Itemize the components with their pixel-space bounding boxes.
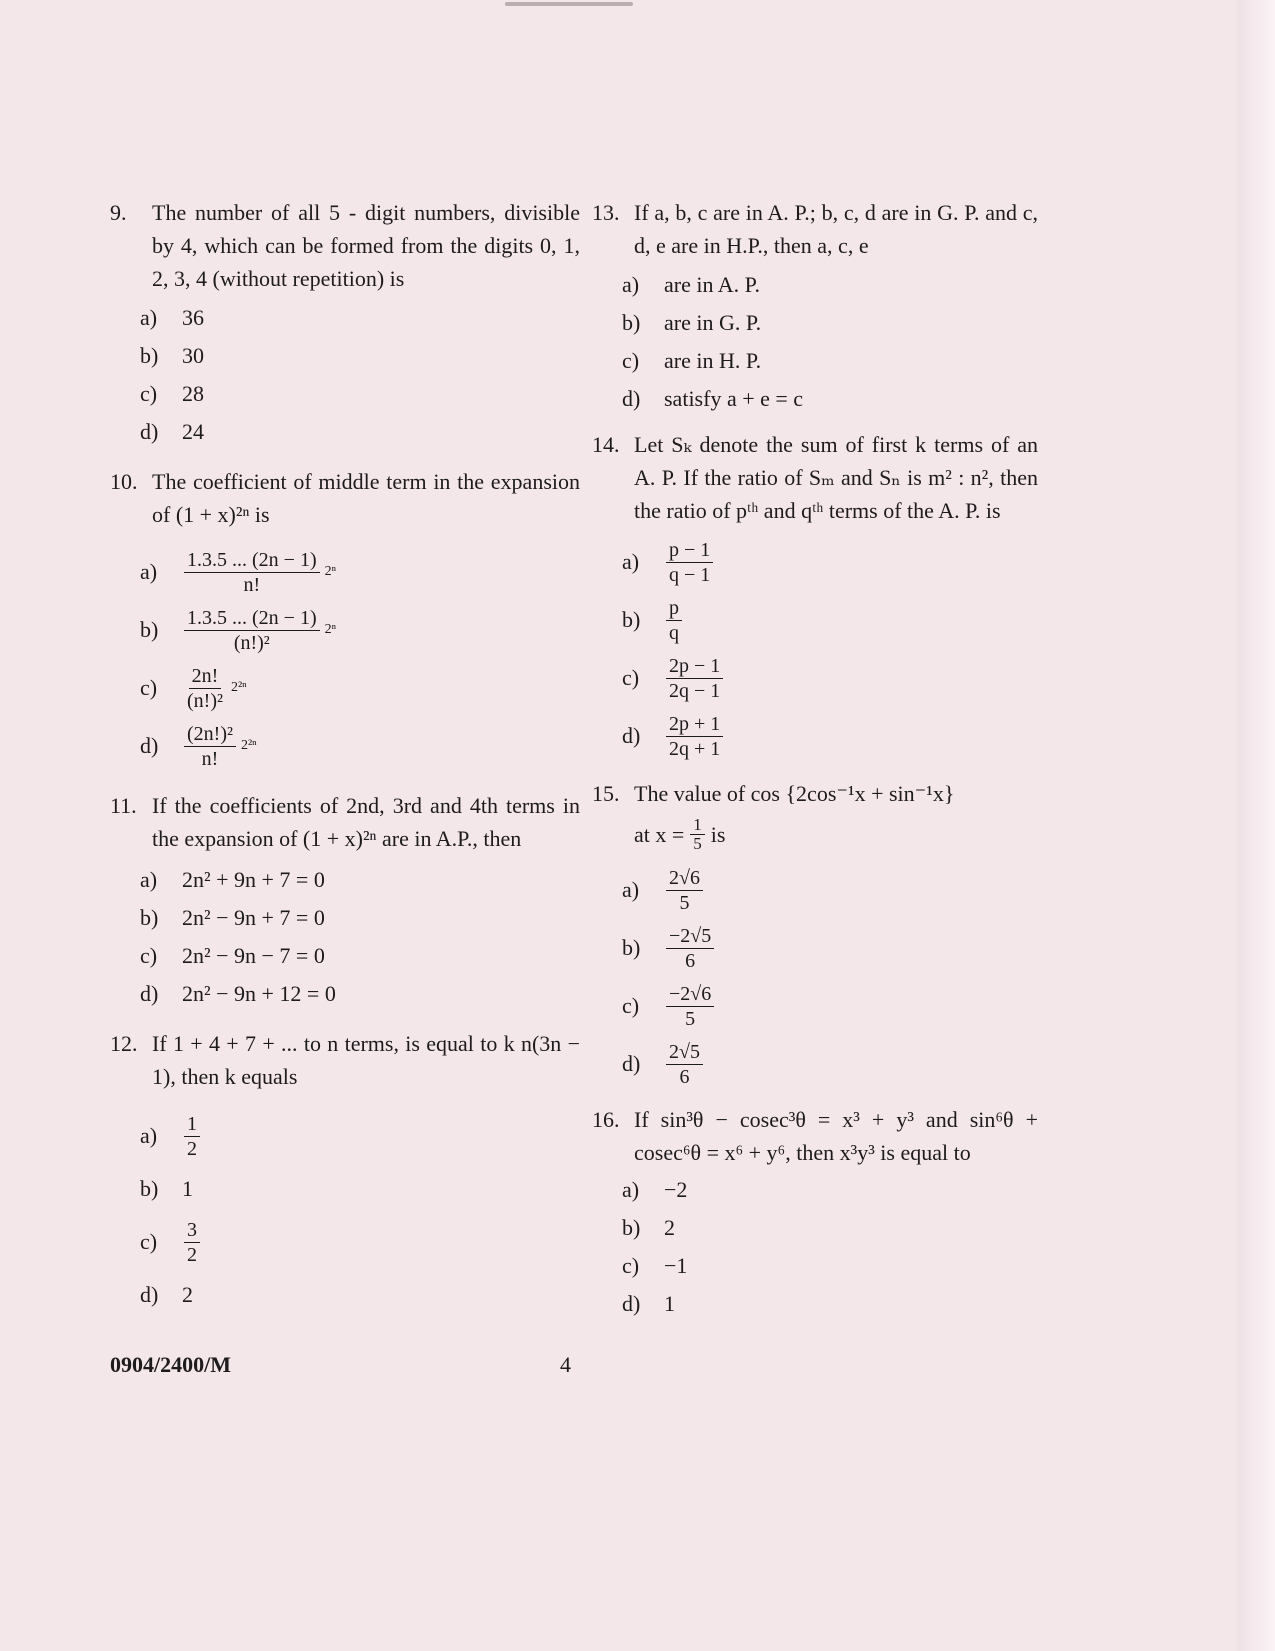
option-text: are in G. P. bbox=[664, 310, 762, 335]
denominator: 5 bbox=[693, 834, 702, 853]
question-text-is: is bbox=[710, 822, 726, 847]
option-label: d) bbox=[140, 733, 159, 758]
option-fraction bbox=[666, 538, 713, 587]
option-text: 2n² + 9n + 7 = 0 bbox=[182, 867, 325, 892]
numerator: p bbox=[666, 596, 682, 621]
question-number: 13. bbox=[592, 200, 620, 225]
right-column bbox=[592, 196, 1038, 1323]
numerator: −2√5 bbox=[666, 924, 714, 949]
numerator: 2n! bbox=[189, 664, 222, 689]
denominator: 2q + 1 bbox=[669, 737, 721, 760]
option-text: 1 bbox=[182, 1176, 193, 1201]
option-label: c) bbox=[140, 675, 158, 700]
numerator: 1.3.5 ... (2n − 1) bbox=[184, 606, 320, 631]
denominator: (n!)² bbox=[187, 689, 223, 712]
numerator: 2√5 bbox=[666, 1040, 703, 1065]
left-column bbox=[110, 196, 580, 1319]
option-fraction bbox=[666, 712, 723, 761]
option-fraction bbox=[666, 654, 723, 703]
question-16 bbox=[592, 1103, 1038, 1323]
page-edge bbox=[1237, 0, 1275, 1651]
option-fraction bbox=[184, 1218, 200, 1267]
option-fraction bbox=[666, 866, 703, 915]
option-power: 2ⁿ bbox=[324, 564, 337, 579]
denominator: n! bbox=[243, 573, 261, 596]
option-label: a) bbox=[622, 877, 640, 902]
question-number: 12. bbox=[110, 1031, 138, 1056]
option-text: are in H. P. bbox=[664, 348, 762, 373]
question-11 bbox=[110, 789, 580, 1013]
denominator: n! bbox=[201, 747, 219, 770]
numerator: p − 1 bbox=[666, 538, 713, 563]
option-label: d) bbox=[622, 1051, 641, 1076]
option-text: 30 bbox=[182, 343, 204, 368]
option-fraction bbox=[666, 596, 682, 645]
question-14 bbox=[592, 428, 1038, 765]
numerator: 3 bbox=[184, 1218, 200, 1243]
option-label: b) bbox=[622, 1215, 641, 1240]
denominator: 2 bbox=[187, 1243, 197, 1266]
numerator: 1.3.5 ... (2n − 1) bbox=[184, 548, 320, 573]
option-label: b) bbox=[622, 935, 641, 960]
option-label: a) bbox=[622, 1177, 640, 1202]
paper-code: 0904/2400/M bbox=[110, 1352, 231, 1377]
question-number: 15. bbox=[592, 781, 620, 806]
question-number: 16. bbox=[592, 1107, 620, 1132]
question-text: If a, b, c are in A. P.; b, c, d are in G. P. and c, d, e are in H.P., then a, c, e bbox=[634, 200, 1038, 258]
option-power: 2²ⁿ bbox=[230, 680, 247, 695]
page-number: 4 bbox=[560, 1352, 571, 1377]
question-text: If sin³θ − cosec³θ = x³ + y³ and sin⁶θ + cosec⁶θ = x⁶ + y⁶, then x³y³ is equal to bbox=[634, 1107, 1038, 1165]
option-fraction bbox=[666, 1040, 703, 1089]
option-label: a) bbox=[140, 1123, 158, 1148]
numerator: (2n!)² bbox=[184, 722, 236, 747]
denominator: 2q − 1 bbox=[669, 679, 721, 702]
option-text: 24 bbox=[182, 419, 204, 444]
option-power: 2²ⁿ bbox=[240, 738, 257, 753]
option-label: a) bbox=[140, 559, 158, 584]
question-text: If the coefficients of 2nd, 3rd and 4th terms in the expansion of (1 + x)²ⁿ are in A.P., then bbox=[152, 793, 580, 851]
option-fraction bbox=[666, 924, 714, 973]
denominator: q − 1 bbox=[669, 563, 711, 586]
option-text: −2 bbox=[664, 1177, 688, 1202]
numerator: 2p + 1 bbox=[666, 712, 723, 737]
question-12 bbox=[110, 1027, 580, 1319]
option-text: 2 bbox=[182, 1282, 193, 1307]
question-number: 9. bbox=[110, 200, 127, 225]
option-label: b) bbox=[140, 1176, 159, 1201]
option-label: c) bbox=[140, 1229, 158, 1254]
option-label: a) bbox=[140, 305, 158, 330]
option-label: c) bbox=[140, 943, 158, 968]
numerator: 1 bbox=[690, 816, 705, 835]
option-text: 2n² − 9n + 12 = 0 bbox=[182, 981, 336, 1006]
option-label: b) bbox=[140, 617, 159, 642]
option-label: d) bbox=[140, 981, 159, 1006]
question-text: The number of all 5 - digit numbers, divisible by 4, which can be formed from the digits 0, 1, 2, 3, 4 (without repetition) is bbox=[152, 200, 580, 291]
option-label: c) bbox=[622, 1253, 640, 1278]
question-text: Let Sₖ denote the sum of first k terms of an A. P. If the ratio of Sₘ and Sₙ is m² : n², then the ratio of pᵗʰ and qᵗʰ terms of the A. P. is bbox=[634, 432, 1038, 523]
option-label: d) bbox=[140, 1282, 159, 1307]
question-text: The coefficient of middle term in the expansion of (1 + x)²ⁿ is bbox=[152, 469, 580, 527]
option-label: a) bbox=[622, 549, 640, 574]
option-label: b) bbox=[622, 310, 641, 335]
denominator: q bbox=[669, 621, 679, 644]
option-text: 1 bbox=[664, 1291, 675, 1316]
denominator: 2 bbox=[187, 1137, 197, 1160]
denominator: 6 bbox=[685, 949, 696, 972]
option-label: d) bbox=[622, 386, 641, 411]
option-text: 28 bbox=[182, 381, 204, 406]
option-fraction bbox=[184, 722, 236, 771]
option-label: c) bbox=[622, 348, 640, 373]
numerator: 1 bbox=[184, 1112, 200, 1137]
option-fraction bbox=[184, 606, 320, 655]
option-label: a) bbox=[622, 272, 640, 297]
option-fraction bbox=[184, 1112, 200, 1161]
question-number: 11. bbox=[110, 793, 137, 818]
question-15 bbox=[592, 777, 1038, 1093]
option-label: a) bbox=[140, 867, 158, 892]
option-power: 2ⁿ bbox=[324, 622, 337, 637]
option-text: 2n² − 9n + 7 = 0 bbox=[182, 905, 325, 930]
option-label: c) bbox=[622, 665, 640, 690]
option-fraction bbox=[184, 548, 320, 597]
option-text: 2 bbox=[664, 1215, 675, 1240]
numerator: −2√6 bbox=[666, 982, 714, 1007]
option-text: −1 bbox=[664, 1253, 688, 1278]
numerator: 2p − 1 bbox=[666, 654, 723, 679]
numerator: 2√6 bbox=[666, 866, 703, 891]
question-text: The value of cos {2cos⁻¹x + sin⁻¹x} bbox=[634, 781, 955, 806]
scan-mark bbox=[505, 2, 633, 6]
option-label: d) bbox=[140, 419, 159, 444]
option-fraction bbox=[666, 982, 714, 1031]
option-label: d) bbox=[622, 1291, 641, 1316]
option-fraction bbox=[184, 664, 226, 713]
denominator: (n!)² bbox=[233, 631, 270, 654]
denominator: 6 bbox=[679, 1065, 690, 1088]
question-10 bbox=[110, 465, 580, 775]
question-number: 14. bbox=[592, 432, 620, 457]
denominator: 5 bbox=[685, 1007, 696, 1030]
question-13 bbox=[592, 196, 1038, 418]
denominator: 5 bbox=[679, 891, 690, 914]
option-label: c) bbox=[622, 993, 640, 1018]
option-text: are in A. P. bbox=[664, 272, 760, 297]
question-9 bbox=[110, 196, 580, 451]
option-text: 36 bbox=[182, 305, 204, 330]
question-number: 10. bbox=[110, 469, 138, 494]
option-text: 2n² − 9n − 7 = 0 bbox=[182, 943, 325, 968]
option-label: b) bbox=[140, 905, 159, 930]
option-label: c) bbox=[140, 381, 158, 406]
option-label: d) bbox=[622, 723, 641, 748]
question-text: If 1 + 4 + 7 + ... to n terms, is equal to k n(3n − 1), then k equals bbox=[152, 1031, 580, 1089]
option-text: satisfy a + e = c bbox=[664, 386, 804, 411]
question-text-at: at x = bbox=[634, 822, 685, 847]
x-fraction bbox=[690, 816, 705, 853]
option-label: b) bbox=[140, 343, 159, 368]
option-label: b) bbox=[622, 607, 641, 632]
